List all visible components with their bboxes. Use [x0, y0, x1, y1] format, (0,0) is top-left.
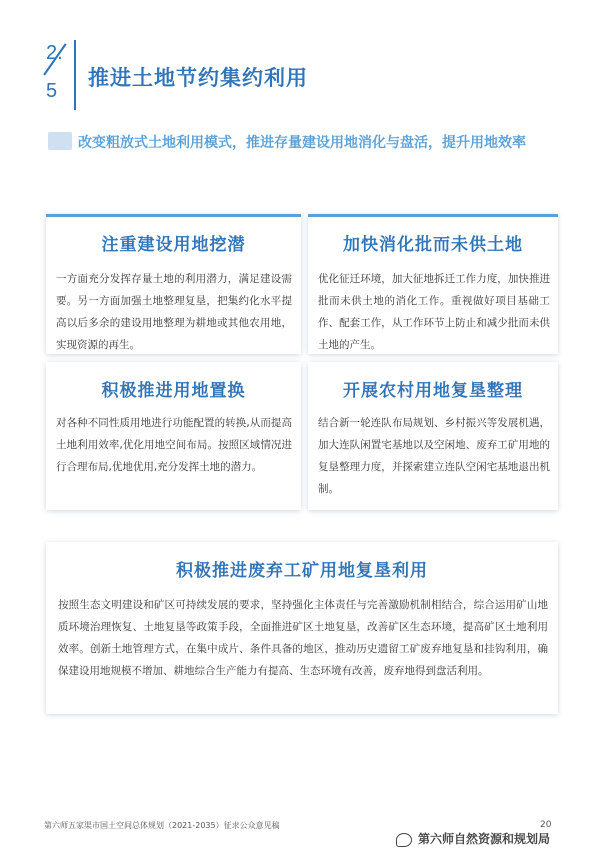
card-title: 加快消化批而未供土地 — [343, 235, 523, 255]
section-number-top: 2. — [46, 42, 63, 64]
card-body: 对各种不同性质用地进行功能配置的转换,从而提高土地利用效率,优化用地空间布局。按照区域情况进行合理布局,优地优用,充分发挥土地的潜力。 — [56, 417, 292, 473]
card-title: 积极推进废弃工矿用地复垦利用 — [176, 561, 428, 581]
card-body: 一方面充分发挥存量土地的利用潜力，满足建设需要。另一方面加强土地整理复垦，把集约化水平提高以后多余的建设用地整理为耕地或其他农用地，实现资源的再生。 — [56, 273, 292, 351]
watermark-text: 第六师自然资源和规划局 — [418, 832, 551, 846]
subtitle: 改变粗放式土地利用模式，推进存量建设用地消化与盘活，提升用地效率 — [78, 135, 526, 151]
card-unsupplied-land — [308, 214, 558, 354]
watermark — [396, 830, 550, 847]
card-title: 开展农村用地复垦整理 — [343, 381, 523, 401]
section-title: 推进土地节约集约利用 — [88, 66, 308, 90]
subtitle-marker — [48, 132, 72, 150]
card-accent-bar — [46, 214, 301, 217]
card-land-replacement — [46, 362, 301, 510]
card-rural-land-reclamation — [308, 362, 558, 510]
card-body: 优化征迁环境，加大征地拆迁工作力度，加快推进批而未供土地的消化工作。重视做好项目基础工作、配套工作，从工作环节上防止和减少批而未供土地的产生。 — [318, 273, 550, 351]
section-number-bottom: 5 — [46, 80, 58, 102]
footer-document-title: 第六师五家渠市国土空间总体规划（2021-2035）征求公众意见稿 — [44, 821, 280, 830]
card-title: 注重建设用地挖潜 — [101, 235, 246, 255]
card-body: 按照生态文明建设和矿区可持续发展的要求，坚持强化主体责任与完善激励机制相结合，综合运用矿山地质环境治理恢复、土地复垦等政策手段，全面推进矿区土地复垦，改善矿区生态环境，提高矿区土地利用效率。创新土地管理方式，在集中成片、条件具备的地区，推动历史遗留工矿废弃地复垦和挂钩利用，确保建设用地规模不增加、耕地综合生产能力有提高、生态环境有改善，废弃地得到盘活利用。 — [58, 599, 548, 677]
card-mining-land-reclamation — [46, 542, 558, 714]
page-number: 20 — [540, 820, 552, 830]
card-body: 结合新一轮连队布局规划、乡村振兴等发展机遇，加大连队闲置宅基地以及空闲地、废弃工矿用地的复垦整理力度，并探索建立连队空闲宅基地退出机制。 — [318, 417, 550, 495]
card-accent-bar — [308, 214, 558, 217]
wechat-icon — [396, 833, 412, 847]
card-title: 积极推进用地置换 — [101, 381, 246, 401]
card-building-land-potential — [46, 214, 301, 354]
section-number-badge — [42, 40, 76, 110]
